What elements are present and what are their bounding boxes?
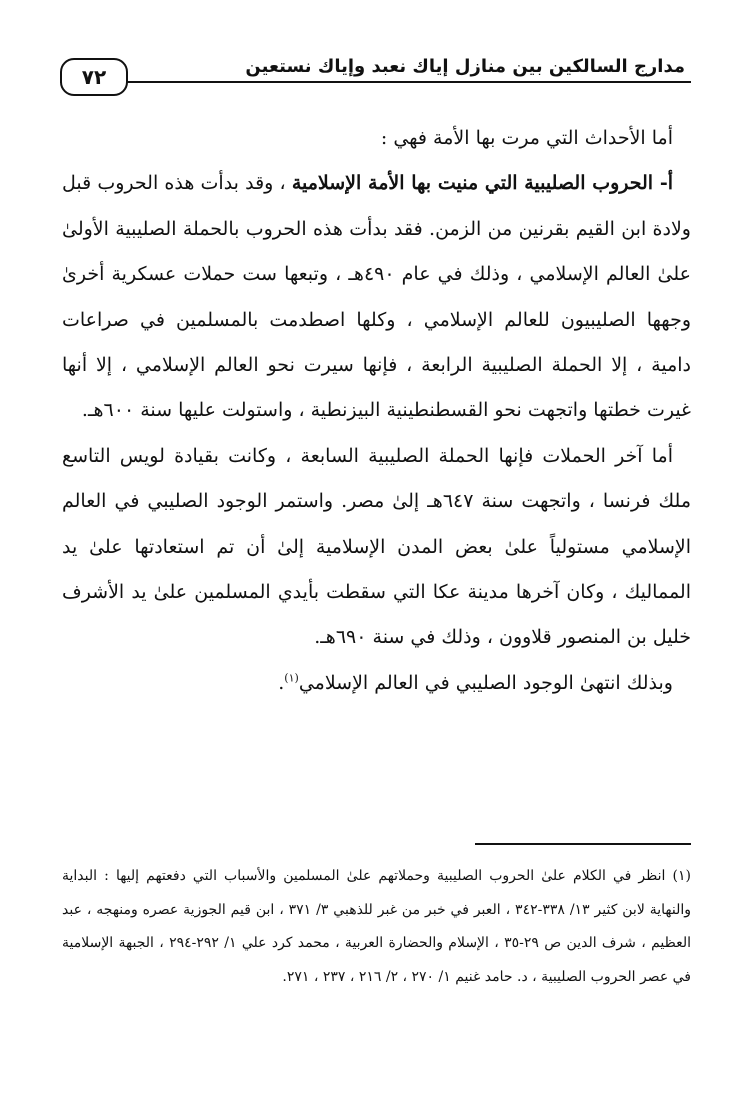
conclusion-text: وبذلك انتهىٰ الوجود الصليبي في العالم الإسلامي (298, 671, 673, 694)
page-header (60, 50, 691, 90)
section-heading: أ- الحروب الصليبية التي منيت بها الأمة الإسلامية (291, 172, 673, 195)
last-campaign-paragraph: أما آخر الحملات فإنها الحملة الصليبية السابعة ، وكانت بقيادة لويس التاسع ملك فرنسا ، واتجهت سنة ٦٤٧هـ إلىٰ مصر. واستمر الوجود الصليبي في العالم الإسلامي مستولياً علىٰ بعض المدن الإسلامية إلىٰ أن تم استعادتها علىٰ يد المماليك ، وكان آخرها مدينة عكا التي سقطت بأيدي المسلمين علىٰ يد الأشرف خليل بن المنصور قلاوون ، وذلك في سنة ٦٩٠هـ. (62, 444, 692, 649)
header-rule (60, 81, 691, 83)
page-number: ٧٢ (60, 58, 128, 96)
footnote (62, 860, 691, 994)
footnote-separator (475, 843, 691, 845)
section-text: ، وقد بدأت هذه الحروب قبل ولادة ابن القيم بقرنين من الزمن. فقد بدأت هذه الحروب بالحملة الصليبية الأولىٰ علىٰ العالم الإسلامي ، وذلك في عام ٤٩٠هـ ، وتبعها ست حملات عسكرية أخرىٰ وجهها الصليبيون للعالم الإسلامي ، وكلها اصطدمت بالمسلمين في صراعات دامية ، إلا الحملة الصليبية الرابعة ، فإنها سيرت نحو العالم الإسلامي ، إلا أنها غيرت خطتها واتجهت نحو القسطنطينية البيزنطية ، واستولت عليها سنة ٦٠٠هـ. (62, 172, 692, 422)
footnote-text: (١) انظر في الكلام علىٰ الحروب الصليبية وحملاتهم علىٰ المسلمين والأسباب التي دفعتهم إليها : البداية والنهاية لابن كثير ١٣/ ٣٣٨-٣٤٢ ، العبر في خبر من غبر للذهبي ٣/ ٣٧١ ، ابن قيم الجوزية عصره ومنهجه ، عبد العظيم ، شرف الدين ص ٢٩-٣٥ ، الإسلام والحضارة العربية ، محمد كرد علي ١/ ٢٩٢-٢٩٤ ، الجبهة الإسلامية في عصر الحروب الصليبية ، د. حامد غنيم ١/ ٢٧٠ ، ٢/ ٢١٦ ، ٢٣٧ ، ٢٧١. (62, 868, 692, 985)
conclusion-period: . (278, 671, 285, 694)
main-text (62, 116, 691, 706)
footnote-reference: (١) (284, 671, 299, 685)
book-title: مدارج السالكين بين منازل إياك نعبد وإياك نستعين (245, 56, 685, 77)
section-a-paragraph (62, 161, 691, 433)
intro-paragraph: أما الأحداث التي مرت بها الأمة فهي : (380, 127, 673, 149)
conclusion-paragraph (62, 661, 691, 706)
